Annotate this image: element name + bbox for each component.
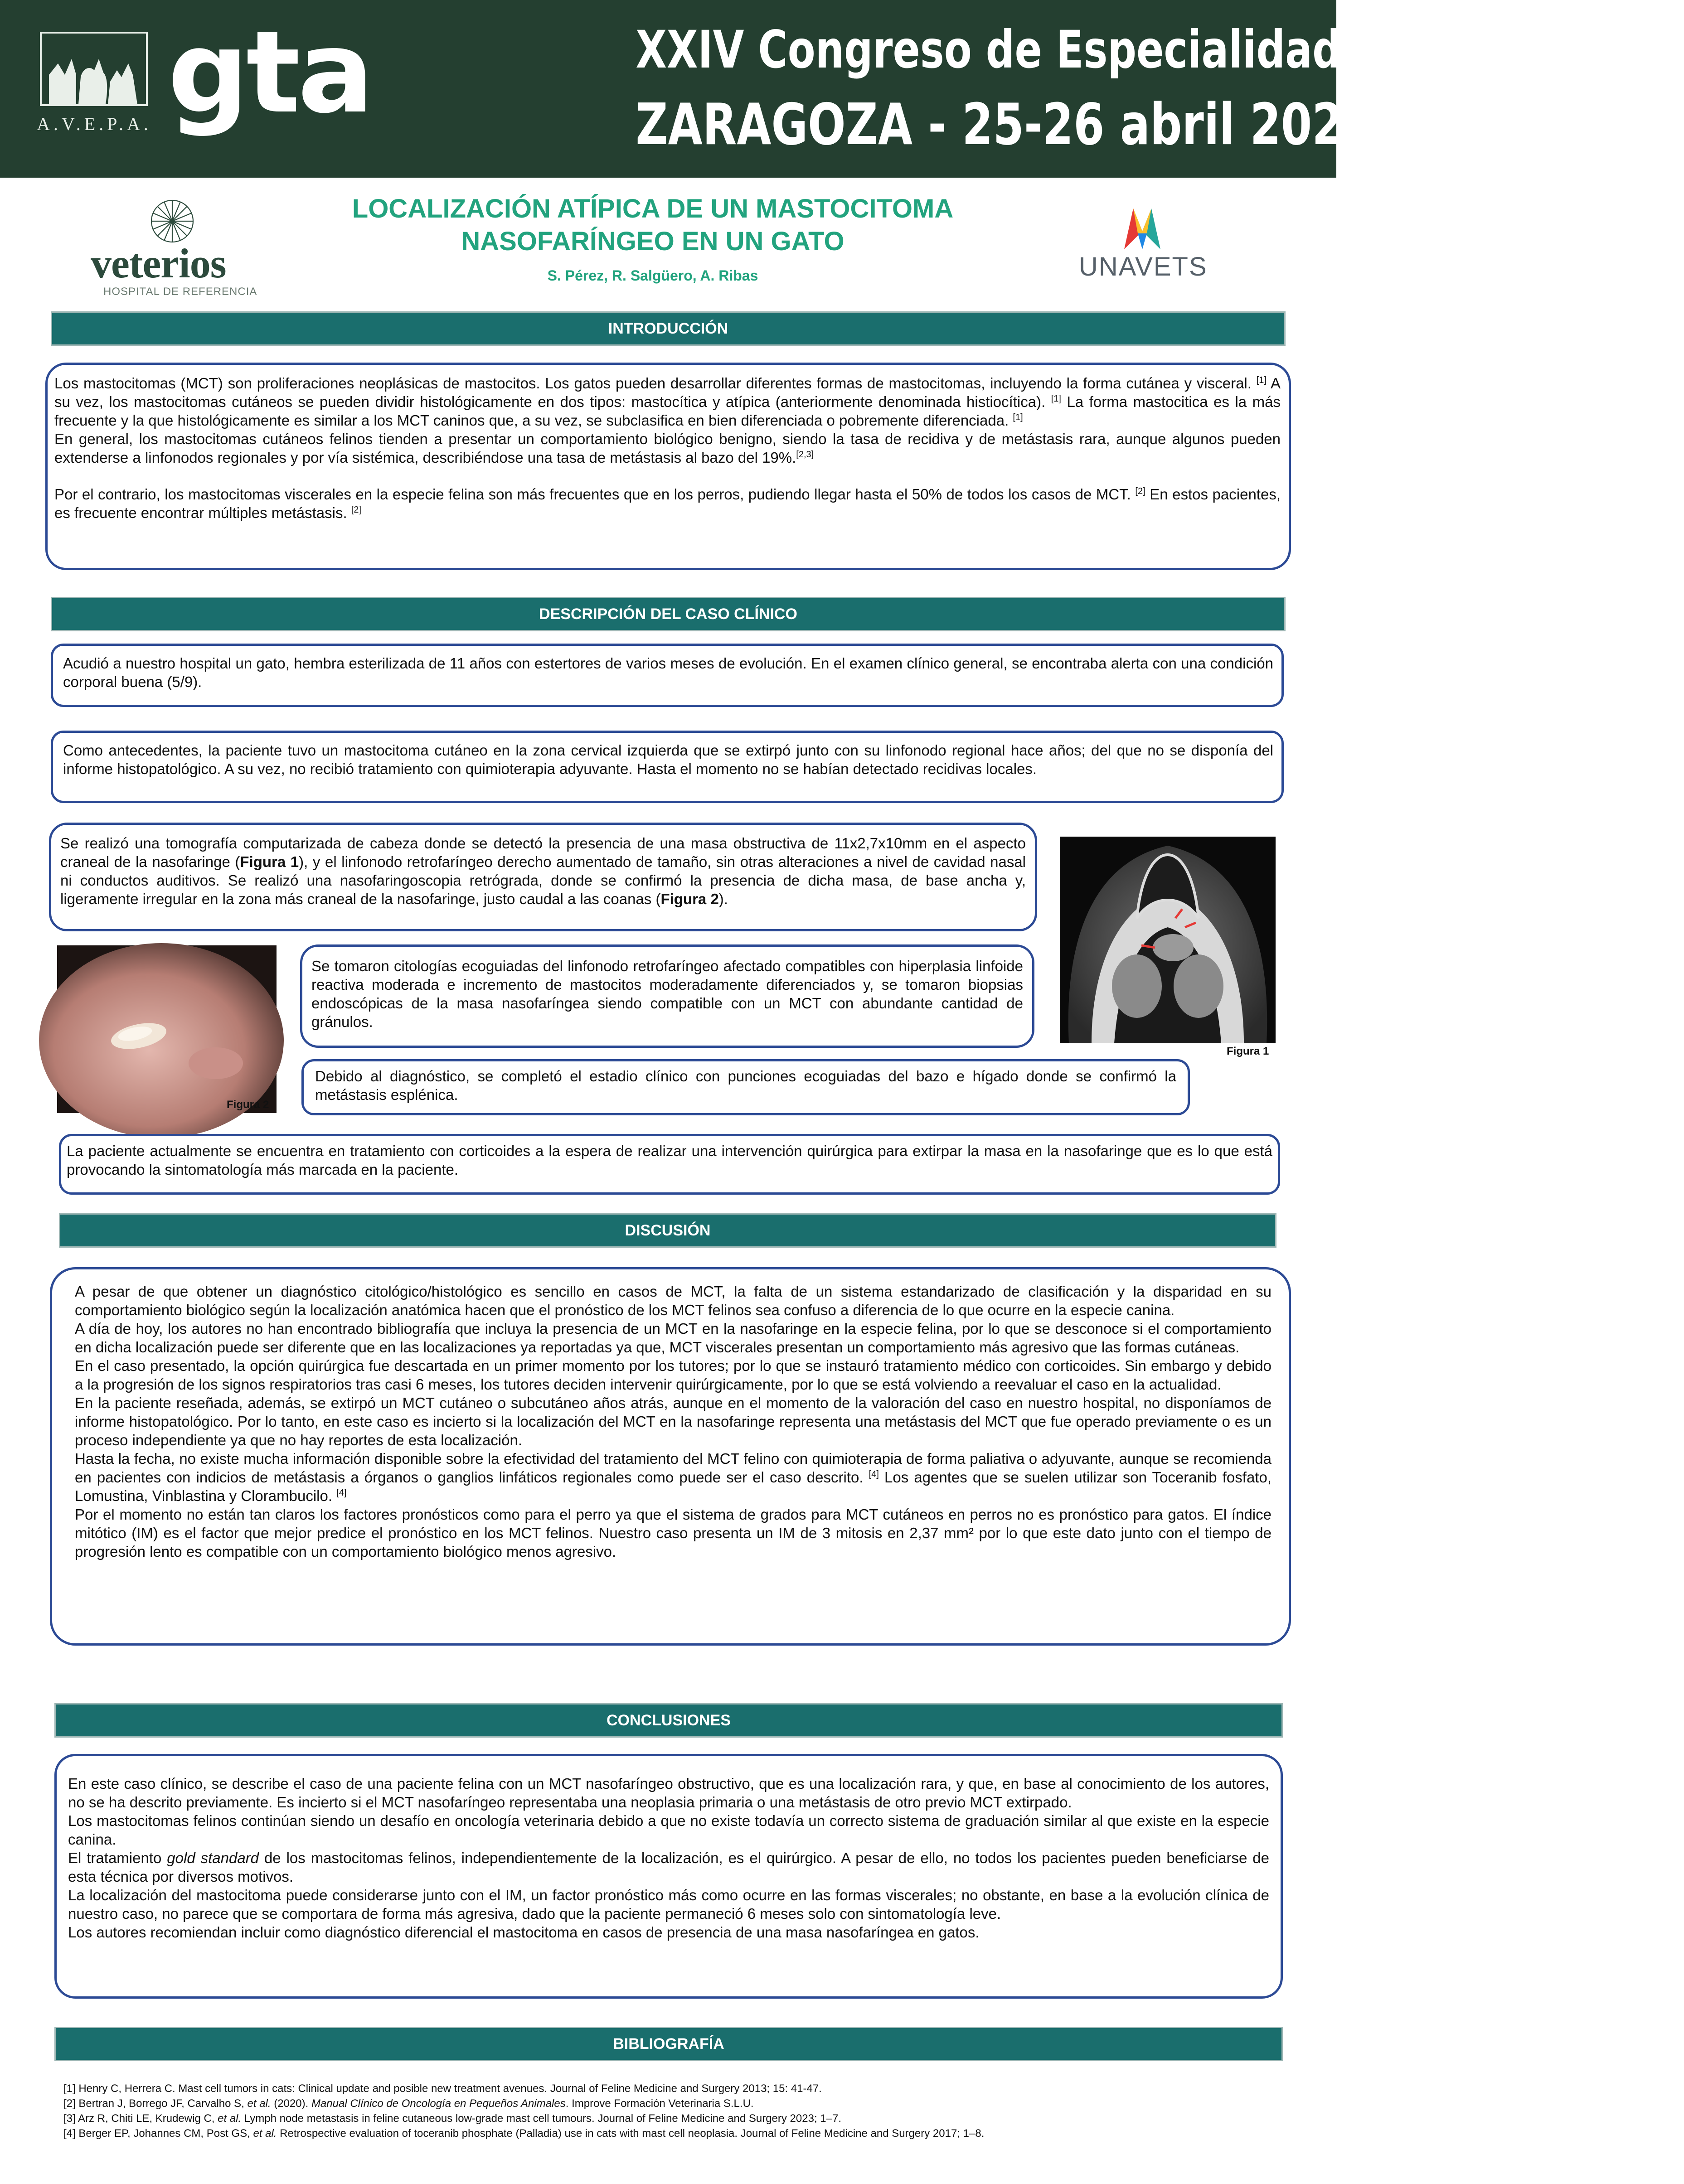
section-heading-conclusions: CONCLUSIONES [54, 1703, 1283, 1738]
intro-text: Los mastocitomas (MCT) son proliferaciones neoplásicas de mastocitos. Los gatos pueden desarrollar diferentes formas de mastocitomas, incluyendo la forma cutánea y visceral. [1] A su vez, los mastocitomas cutáneos se pueden dividir histológicamente en dos tipos: mastocítica y atípica (anteriormente denominada histiocítica). [1] La forma mastocitica es la más frecuente y la que histológicamente es similar a los MCT caninos que, a su vez, se subclasifica en bien diferenciada o pobremente diferenciada. [1] En general, los mastocitomas cutáneos felinos tienden a presentar un comportamiento biológico benigno, siendo la tasa de recidiva y de metástasis rara, aunque algunos pueden extenderse a linfonodos regionales y por vía sistémica, describiéndose una tasa de metástasis al bazo del 19%.[2,3] Por el contrario, los mastocitomas viscerales en la especie felina son más frecuentes que en los perros, pudiendo llegar hasta el 50% de todos los casos de MCT. [2] En estos pacientes, es frecuente encontrar múltiples metástasis. [2] [54, 375, 1281, 521]
discussion-text: A pesar de que obtener un diagnóstico citológico/histológico es sencillo en casos de MCT, la falta de un sistema estandarizado de clasificación y la disparidad en su comportamiento biológico según la localización anatómica hacen que el pronóstico de los MCT felinos sea confuso a diferencia de lo que ocurre en la especie canina. A día de hoy, los autores no han encontrado bibliografía que incluya la presencia de un MCT en la nasofaringe en la especie felina, por lo que se desconoce si el comportamiento en dicha localización puede ser diferente que en las localizaciones ya reportadas ya que, MCT viscerales presentan un comportamiento más agresivo que las formas cutáneas. En el caso presentado, la opción quirúrgica fue descartada en un primer momento por los tutores; por lo que se instauró tratamiento médico con corticoides. Sin embargo y debido a la progresión de los signos respiratorios tras casi 6 meses, los tutores deciden intervenir quirúrgicamente, por lo que se está volviendo a reevaluar el caso en la actualidad. En la paciente reseñada, además, se extirpó un MCT cutáneo o subcutáneo años atrás, aunque en el momento de la valoración del caso en nuestro hospital, no disponíamos de informe histopatológico. Por lo tanto, en este caso es incierto si la localización del MCT en la nasofaringe representa una metástasis del MCT que fue operado previamente o es un proceso independiente ya que no hay reportes de esta localización. Hasta la fecha, no existe mucha información disponible sobre la efectividad del tratamiento del MCT felino con quimioterapia de forma paliativa o adyuvante, aunque se recomienda en pacientes con indicios de metástasis a órganos o ganglios linfáticos regionales como puede ser el caso descrito. [4] Los agentes que se suelen utilizar son Toceranib fosfato, Lomustina, Vinblastina y Clorambucilo. [4] Por el momento no están tan claros los factores pronósticos como para el perro ya que el sistema de grados para MCT cutáneos en perros no es pronóstico para gatos. El índice mitótico (IM) es el factor que mejor predice el pronóstico en los MCT felinos. Nuestro caso presenta un IM de 3 mitosis en 2,37 mm² por lo que este dato junto con el tiempo de progresión lento es compatible con un comportamiento biológico menos agresivo. [75, 1283, 1271, 1560]
discussion-box [50, 1267, 1291, 1646]
congress-date: ZARAGOZA - 25-26 abril 2025 [636, 91, 1374, 158]
conclusions-box [54, 1754, 1283, 1999]
figure-2-endoscopy-image [57, 945, 277, 1113]
intro-box [45, 363, 1291, 570]
unavets-logo-text: UNAVETS [1079, 252, 1208, 281]
authors: S. Pérez, R. Salgüero, A. Ribas [547, 267, 758, 284]
case-box-presentation [51, 644, 1284, 707]
congress-title: XXIV Congreso de Especialidades Veterinarias [636, 19, 1684, 80]
veterios-logo-text: veterios [91, 240, 226, 286]
section-heading-discussion: DISCUSIÓN [59, 1213, 1276, 1248]
avepa-label: A.V.E.P.A. [37, 114, 152, 134]
section-heading-intro: INTRODUCCIÓN [51, 311, 1286, 346]
case-text-cytology: Se tomaron citologías ecoguiadas del linfonodo retrofaríngeo afectado compatibles con hiperplasia linfoide reactiva moderada e incremento de mastocitos moderadamente diferenciados y, se tomaron biopsias endoscópicas de la masa nasofaríngea siendo compatible con un MCT con abundante cantidad de gránulos. [311, 958, 1023, 1030]
veterios-subtitle: HOSPITAL DE REFERENCIA [103, 286, 257, 298]
case-box-history [51, 731, 1284, 803]
case-text-presentation: Acudió a nuestro hospital un gato, hembra esterilizada de 11 años con estertores de varios meses de evolución. En el examen clínico general, se encontraba alerta con una condición corporal buena (5/9). [63, 655, 1273, 690]
reference-2: [2] Bertran J, Borrego JF, Carvalho S, et al. (2020). Manual Clínico de Oncología en Pequeños Animales. Improve Formación Veterinaria S.L.U. [63, 2097, 754, 2110]
figure-1-ct-image [1060, 837, 1276, 1043]
reference-1: [1] Henry C, Herrera C. Mast cell tumors in cats: Clinical update and posible new treatment avenues. Journal of Feline Medicine and Surgery 2013; 15: 41-47. [63, 2082, 822, 2095]
case-text-imaging: Se realizó una tomografía computarizada de cabeza donde se detectó la presencia de una masa obstructiva de 11x2,7x10mm en el aspecto craneal de la nasofaringe (Figura 1), y el linfonodo retrofaríngeo derecho aumentado de tamaño, sin otras alteraciones a nivel de cavidad nasal ni conductos auditivos. Se realizó una nasofaringoscopia retrógrada, donde se confirmó la presencia de dicha masa, de base ancha y, ligeramente irregular en la zona más craneal de la nasofaringe, justo caudal a las coanas (Figura 2). [60, 835, 1026, 907]
reference-4: [4] Berger EP, Johannes CM, Post GS, et al. Retrospective evaluation of toceranib phosphate (Palladia) use in cats with mast cell neoplasia. Journal of Feline Medicine and Surgery 2017; 1–8. [63, 2127, 985, 2140]
figure-1-caption: Figura 1 [1227, 1045, 1269, 1057]
conclusions-text: En este caso clínico, se describe el caso de una paciente felina con un MCT nasofaríngeo obstructivo, que es una localización rara, y que, en base al conocimiento de los autores, no se ha descrito previamente. Es incierto si el MCT nasofaríngeo representaba una neoplasia primaria o una metástasis de otro previo MCT extirpado. Los mastocitomas felinos continúan siendo un desafío en oncología veterinaria debido a que no existe todavía un correcto sistema de graduación similar al que existe en la especie canina. El tratamiento gold standard de los mastocitomas felinos, independientemente de la localización, es el quirúrgico. A pesar de ello, no todos los pacientes pueden beneficiarse de esta técnica por diversos motivos. La localización del mastocitoma puede considerarse junto con el IM, un factor pronóstico más como ocurre en las formas viscerales; no obstante, en base a la evolución clínica de nuestro caso, no parece que se comportara de forma más agresiva, dado que la paciente permaneció 6 meses solo con sintomatología leve. Los autores recomiendan incluir como diagnóstico diferencial el mastocitoma en casos de presencia de una masa nasofaríngea en gatos. [68, 1775, 1270, 1941]
poster-title [281, 193, 1024, 258]
figure-2-caption: Figura 2 [227, 1099, 269, 1111]
case-text-history: Como antecedentes, la paciente tuvo un mastocitoma cutáneo en la zona cervical izquierda que se extirpó junto con su linfonodo regional hace años; del que no se disponía del informe histopatológico. A su vez, no recibió tratamiento con quimioterapia adyuvante. Hasta el momento no se habían detectado recidivas locales. [63, 742, 1273, 777]
case-text-staging: Debido al diagnóstico, se completó el estadio clínico con punciones ecoguiadas del bazo e hígado donde se confirmó la metástasis esplénica. [315, 1068, 1176, 1103]
veterios-sun-logo-icon [150, 199, 195, 244]
gta-brand: gta [168, 6, 372, 138]
case-box-treatment [59, 1134, 1280, 1195]
bibliography-list [63, 2081, 1287, 2141]
case-box-imaging [49, 823, 1037, 931]
title-line-2: NASOFARÍNGEO EN UN GATO [461, 227, 844, 256]
case-box-cytology [300, 944, 1034, 1048]
unavets-logo-icon [1120, 206, 1174, 252]
case-text-treatment: La paciente actualmente se encuentra en tratamiento con corticoides a la espera de realizar una intervención quirúrgica para extirpar la masa en la nasofaringe que es lo que está provocando la sintomatología más marcada en la paciente. [67, 1143, 1272, 1178]
reference-3: [3] Arz R, Chiti LE, Krudewig C, et al. Lymph node metastasis in feline cutaneous low-grade mast cell tumours. Journal of Feline Medicine and Surgery 2023; 1–7. [63, 2112, 841, 2125]
section-heading-bibliography: BIBLIOGRAFÍA [54, 2027, 1283, 2061]
section-heading-case: DESCRIPCIÓN DEL CASO CLÍNICO [51, 597, 1286, 631]
congress-header [0, 0, 1684, 178]
case-box-staging [301, 1059, 1190, 1115]
title-line-1: LOCALIZACIÓN ATÍPICA DE UN MASTOCITOMA [352, 194, 954, 223]
